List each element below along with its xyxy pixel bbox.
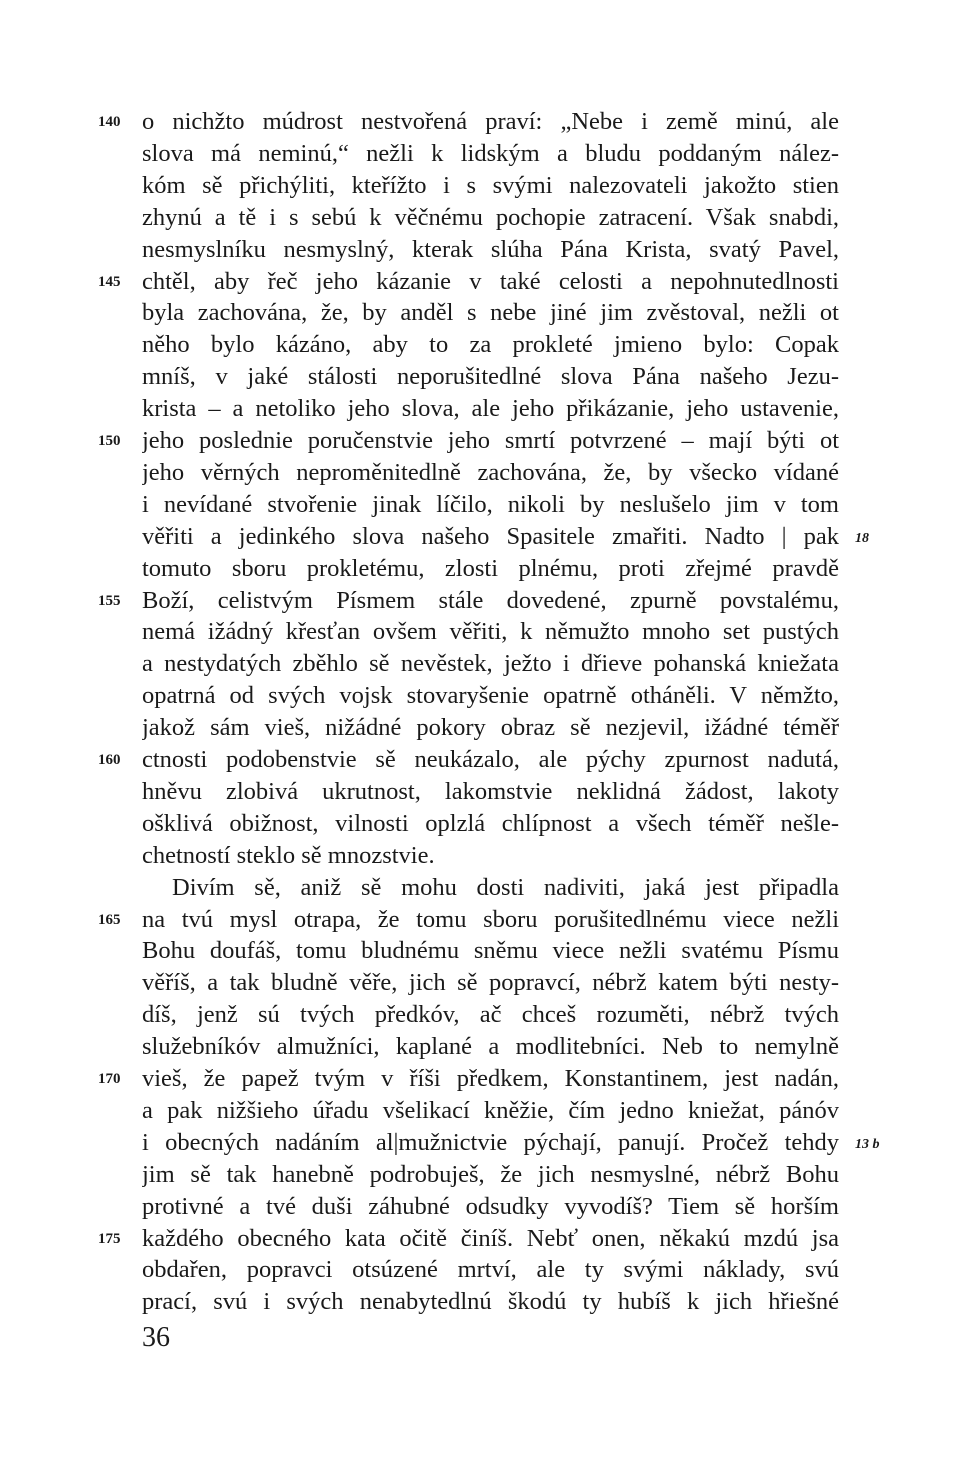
text-line: protivné a tvé duši záhubné odsudky vyvodíš? Tiem sě horším	[142, 1192, 839, 1220]
text-line: byla zachována, že, by anděl s nebe jiné jim zvěstoval, nežli ot	[142, 299, 839, 327]
text-line: nesmyslníku nesmyslný, kterak slúha Pána Krista, svatý Pavel,	[142, 235, 839, 263]
text-line: služebníkóv almužníci, kaplané a modlitebníci. Neb to nemylně	[142, 1033, 839, 1061]
page-number: 36	[142, 1322, 170, 1353]
text-line: krista – a netoliko jeho slova, ale jeho přikázanie, jeho ustavenie,	[142, 395, 839, 423]
text-line: a pak nižšieho úřadu všelikací kněžie, čím jedno kniežat, pánóv	[142, 1096, 839, 1124]
text-line: i obecných nadáním al|mužnictvie pýchají, panují. Pročež tehdy	[142, 1128, 839, 1156]
text-line: a nestydatých zběhlo sě nevěstek, ježto i dřieve pohanská kniežata	[142, 650, 839, 678]
text-line: díš, jenž sú tvých předkóv, ač chceš rozuměti, nébrž tvých	[142, 1001, 839, 1029]
line-number: 165	[98, 911, 121, 928]
text-line: něho bylo kázáno, aby to za prokleté jmieno bylo: Copak	[142, 331, 839, 359]
text-line: slova má neminú,“ nežli k lidským a bludu poddaným nález-	[142, 139, 839, 167]
text-line: jeho poslednie poručenstvie jeho smrtí potvrzené – mají býti ot	[142, 427, 839, 454]
text-line: jeho věrných neproměnitedlně zachována, že, by všecko vídané	[142, 458, 839, 486]
line-number: 160	[98, 752, 121, 768]
margin-note: 18	[855, 530, 869, 546]
line-number: 155	[98, 592, 121, 609]
text-line: obdařen, popravci otsúzené mrtví, ale ty svými náklady, svú	[142, 1256, 839, 1284]
text-line: Boží, celistvým Písmem stále dovedené, zpurně povstalému,	[142, 586, 839, 614]
line-number: 150	[98, 433, 121, 449]
text-line: na tvú mysl otrapa, že tomu sboru porušitedlnému viece nežli	[142, 905, 839, 933]
text-line: i nevídané stvořenie jinak líčilo, nikoli by neslušelo jim v tom	[142, 490, 839, 518]
text-line: Bohu doufáš, tomu bludnému sněmu viece nežli svatému Písmu	[142, 937, 839, 965]
line-number: 140	[98, 114, 121, 130]
text-line: mníš, v jaké stálosti neporušitedlné slova Pána našeho Jezu-	[142, 363, 839, 391]
text-line: prací, svú i svých nenabytedlnú škodú ty hubíš k jich hřiešné	[142, 1288, 839, 1316]
text-line: zhynú a tě i s sebú k věčnému pochopie zatracení. Však snabdi,	[142, 203, 839, 231]
line-number: 175	[98, 1230, 121, 1247]
text-line: o nichžto múdrost nestvořená praví: „Nebe i země minú, ale	[142, 108, 839, 135]
text-line: chetností steklo sě mnozstvie.	[142, 841, 435, 869]
margin-note: 13 b	[855, 1136, 880, 1152]
text-line: opatrná od svých vojsk stovaryšenie opatrně otháněli. V němžto,	[142, 682, 839, 710]
text-line: tomuto sboru prokletému, zlosti plnému, proti zřejmé pravdě	[142, 554, 839, 582]
text-line: jim sě tak hanebně podrobuješ, že jich nesmyslné, nébrž Bohu	[142, 1160, 839, 1188]
text-line: jakož sám vieš, nižádné pokory obraz sě nezjevil, ižádné téměř	[142, 714, 839, 742]
text-line: věříš, a tak bludně věře, jich sě popravcí, nébrž katem býti nesty-	[142, 969, 839, 997]
text-line: kóm sě přichýliti, kteřížto i s svými nalezovateli jakožto stien	[142, 171, 839, 199]
line-number: 145	[98, 273, 121, 290]
text-line: nemá ižádný křesťan ovšem věřiti, k němužto mnoho set pustých	[142, 618, 839, 646]
text-line: ošklivá obižnost, vilnosti oplzlá chlípnost a všech téměř nešle-	[142, 809, 839, 837]
text-line: ctnosti podobenstvie sě neukázalo, ale pýchy zpurnost nadutá,	[142, 746, 839, 773]
line-number: 170	[98, 1071, 121, 1087]
text-line: věřiti a jedinkého slova našeho Spasitele zmařiti. Nadto | pak	[142, 522, 839, 550]
text-line: chtěl, aby řeč jeho kázanie v také celosti a nepohnutedlnosti	[142, 267, 839, 295]
text-line: hněvu zlobivá ukrutnost, lakomstvie neklidná žádost, lakoty	[142, 777, 839, 805]
text-line: vieš, že papež tvým v říši předkem, Konstantinem, jest nadán,	[142, 1065, 839, 1092]
text-line: Divím sě, aniž sě mohu dosti nadiviti, jaká jest připadla	[172, 873, 839, 901]
text-line: každého obecného kata očitě činíš. Nebť onen, někakú mzdú jsa	[142, 1224, 839, 1252]
